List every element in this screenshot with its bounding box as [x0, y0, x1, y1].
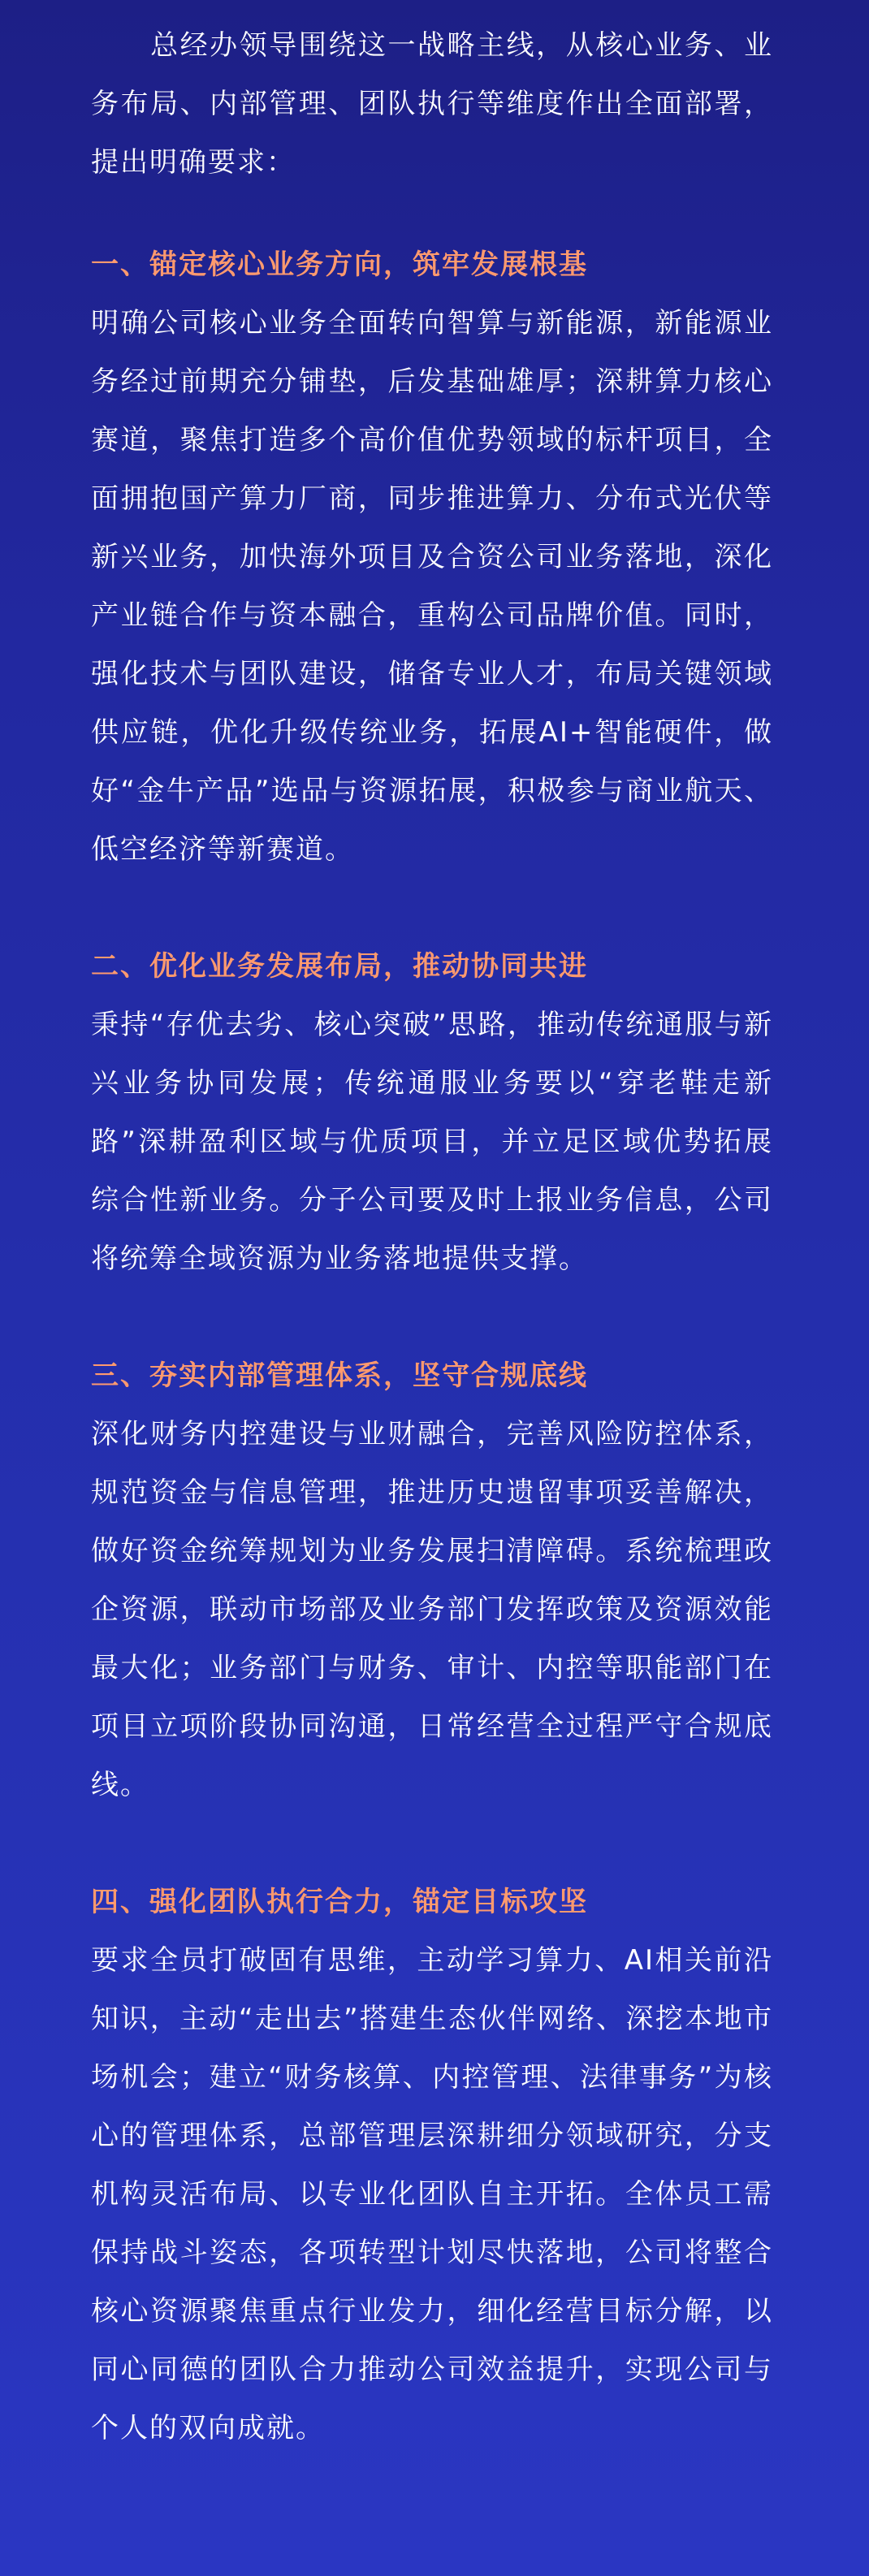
intro-paragraph: 总经办领导围绕这一战略主线，从核心业务、业务布局、内部管理、团队执行等维度作出全面部署，提出明确要求： — [91, 29, 773, 179]
section-body: 明确公司核心业务全面转向智算与新能源，新能源业务经过前期充分铺垫，后发基础雄厚；深耕算力核心赛道，聚焦打造多个高价值优势领域的标杆项目，全面拥抱国产算力厂商，同步推进算力、分布式光伏等新兴业务，加快海外项目及合资公司业务落地，深化产业链合作与资本融合，重构公司品牌价值。同时，强化技术与团队建设，储备专业人才，布局关键领域供应链，优化升级传统业务，拓展AI+智能硬件，做好“金牛产品”选品与资源拓展，积极参与商业航天、低空经济等新赛道。 — [91, 307, 773, 866]
section-heading: 二、优化业务发展布局，推动协同共进 — [91, 950, 588, 983]
section-internal-management — [91, 1346, 773, 1814]
section-heading: 一、锚定核心业务方向，筑牢发展根基 — [91, 249, 588, 281]
article — [91, 16, 773, 2516]
section-heading: 三、夯实内部管理体系，坚守合规底线 — [91, 1359, 588, 1392]
section-core-business — [91, 236, 773, 879]
section-business-layout — [91, 937, 773, 1288]
section-team-execution — [91, 1873, 773, 2457]
section-body: 要求全员打破固有思维，主动学习算力、AI相关前沿知识，主动“走出去”搭建生态伙伴网络、深挖本地市场机会；建立“财务核算、内控管理、法律事务”为核心的管理体系，总部管理层深耕细分领域研究，分支机构灵活布局、以专业化团队自主开拓。全体员工需保持战斗姿态，各项转型计划尽快落地，公司将整合核心资源聚焦重点行业发力，细化经营目标分解，以同心同德的团队合力推动公司效益提升，实现公司与个人的双向成就。 — [91, 1944, 773, 2444]
section-body: 秉持“存优去劣、核心突破”思路，推动传统通服与新兴业务协同发展；传统通服业务要以“穿老鞋走新路”深耕盈利区域与优质项目，并立足区域优势拓展综合性新业务。分子公司要及时上报业务信息，公司将统筹全域资源为业务落地提供支撑。 — [91, 1009, 773, 1275]
section-heading: 四、强化团队执行合力，锚定目标攻坚 — [91, 1886, 588, 1918]
section-body: 深化财务内控建设与业财融合，完善风险防控体系，规范资金与信息管理，推进历史遗留事项妥善解决，做好资金统筹规划为业务发展扫清障碍。系统梳理政企资源，联动市场部及业务部门发挥政策及资源效能最大化；业务部门与财务、审计、内控等职能部门在项目立项阶段协同沟通，日常经营全过程严守合规底线。 — [91, 1418, 773, 1801]
